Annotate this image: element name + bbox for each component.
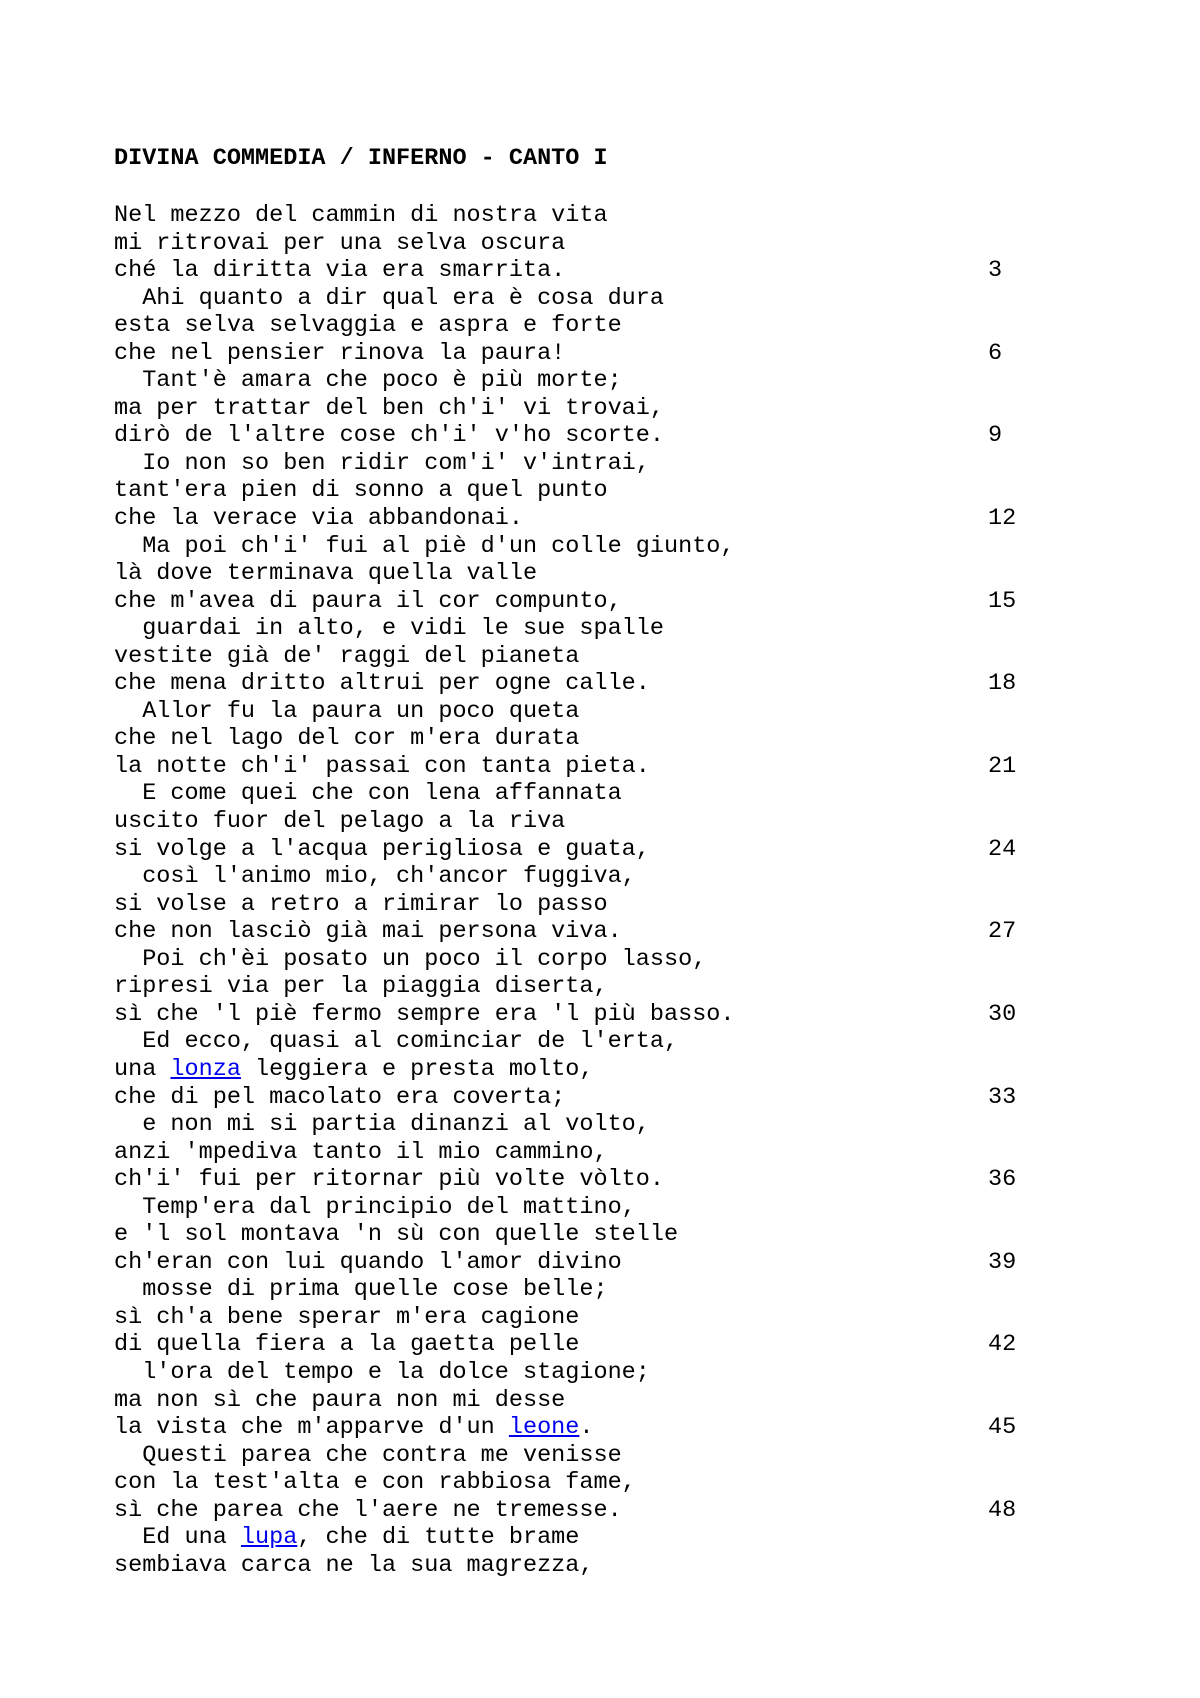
- verse-line: [114, 615, 1034, 643]
- verse-line: [114, 1497, 1034, 1525]
- verse-number: 36: [988, 1166, 1017, 1194]
- verse-text: [114, 1084, 565, 1111]
- verse-text: [114, 505, 523, 532]
- verse-text: [114, 1331, 579, 1358]
- verse-line: [114, 753, 1034, 781]
- verse-number: 45: [988, 1414, 1017, 1442]
- verse-text: [114, 808, 565, 835]
- verse-line: [114, 698, 1034, 726]
- verse-segment: guardai in alto, e vidi le sue spalle: [114, 615, 664, 643]
- verse-text: [114, 1001, 735, 1028]
- verse-number: 24: [988, 835, 1017, 863]
- verse-segment: e 'l sol montava 'n sù con quelle stelle: [114, 1221, 679, 1249]
- verse-line: [114, 312, 1034, 340]
- verse-text: [114, 1304, 579, 1331]
- verse-line: [114, 1359, 1034, 1387]
- verse-segment: che nel pensier rinova la paura!: [114, 339, 566, 367]
- verse-segment: di quella fiera a la gaetta pelle: [114, 1331, 580, 1359]
- verse-link[interactable]: leone: [508, 1414, 580, 1442]
- verse-segment: Tant'è amara che poco è più morte;: [114, 367, 622, 395]
- verse-line: [114, 1111, 1034, 1139]
- verse-number: 18: [988, 670, 1017, 698]
- verse-line: [114, 588, 1034, 616]
- verse-text: [114, 477, 608, 504]
- verse-text: [114, 202, 608, 229]
- verse-text: [114, 395, 664, 422]
- verse-line: [114, 560, 1034, 588]
- verse-segment: tant'era pien di sonno a quel punto: [114, 477, 608, 505]
- verse-line: [114, 891, 1034, 919]
- verse-segment: leggiera e presta molto,: [240, 1055, 594, 1083]
- verse-line: [114, 670, 1034, 698]
- verse-line: [114, 450, 1034, 478]
- verse-link[interactable]: lupa: [240, 1524, 298, 1552]
- verse-segment: la vista che m'apparve d'un: [114, 1414, 509, 1442]
- verse-segment: che non lasciò già mai persona viva.: [114, 918, 622, 946]
- verse-number: 48: [988, 1496, 1017, 1524]
- verse-line: [114, 808, 1034, 836]
- verse-text: [114, 1552, 593, 1579]
- verse-text: [114, 367, 622, 394]
- verse-segment: Questi parea che contra me venisse: [114, 1441, 622, 1469]
- verse-text: [114, 1249, 622, 1276]
- verse-segment: Temp'era dal principio del mattino,: [114, 1193, 636, 1221]
- verse-number: 33: [988, 1083, 1017, 1111]
- verse-text: [114, 422, 664, 449]
- verse-text: [114, 1469, 636, 1496]
- verse-line: [114, 533, 1034, 561]
- verse-segment: Ma poi ch'i' fui al piè d'un colle giunto,: [114, 532, 735, 560]
- page-title: DIVINA COMMEDIA / INFERNO - CANTO I: [114, 145, 608, 172]
- verse-segment: sì che parea che l'aere ne tremesse.: [114, 1496, 622, 1524]
- verse-link[interactable]: lonza: [170, 1055, 241, 1083]
- verse-segment: ch'eran con lui quando l'amor divino: [114, 1248, 622, 1276]
- verse-line: [114, 780, 1034, 808]
- verse-segment: mosse di prima quelle cose belle;: [114, 1276, 608, 1304]
- verse-segment: una: [114, 1055, 171, 1083]
- verse-segment: là dove terminava quella valle: [114, 560, 538, 588]
- verse-line: [114, 505, 1034, 533]
- verse-segment: anzi 'mpediva tanto il mio cammino,: [114, 1138, 608, 1166]
- verse-number: 9: [988, 422, 1003, 450]
- verse-list: [114, 202, 1034, 1579]
- verse-line: [114, 863, 1034, 891]
- verse-segment: che nel lago del cor m'era durata: [114, 725, 580, 753]
- verse-text: [114, 643, 579, 670]
- verse-text: [114, 1028, 678, 1055]
- verse-segment: vestite già de' raggi del pianeta: [114, 642, 580, 670]
- verse-text: [114, 973, 608, 1000]
- verse-text: [114, 1194, 636, 1221]
- verse-line: [114, 1221, 1034, 1249]
- verse-text: [114, 946, 706, 973]
- verse-number: 6: [988, 339, 1003, 367]
- verse-segment: E come quei che con lena affannata: [114, 780, 622, 808]
- verse-text: [114, 560, 537, 587]
- verse-text: [114, 670, 650, 697]
- verse-line: [114, 1001, 1034, 1029]
- verse-line: [114, 1331, 1034, 1359]
- verse-segment: Poi ch'èi posato un poco il corpo lasso,: [114, 945, 707, 973]
- verse-number: 42: [988, 1331, 1017, 1359]
- verse-text: [114, 1442, 622, 1469]
- verse-line: [114, 367, 1034, 395]
- verse-segment: che mena dritto altrui per ogne calle.: [114, 670, 650, 698]
- verse-text: [114, 863, 636, 890]
- verse-text: [114, 1221, 678, 1248]
- verse-line: [114, 1139, 1034, 1167]
- verse-line: [114, 1414, 1034, 1442]
- verse-segment: sembiava carca ne la sua magrezza,: [114, 1551, 594, 1579]
- verse-line: [114, 340, 1034, 368]
- verse-text: [114, 1111, 650, 1138]
- verse-text: [114, 615, 664, 642]
- verse-line: [114, 1056, 1034, 1084]
- verse-line: [114, 1084, 1034, 1112]
- verse-segment: dirò de l'altre cose ch'i' v'ho scorte.: [114, 422, 664, 450]
- verse-line: [114, 257, 1034, 285]
- verse-text: [114, 780, 622, 807]
- verse-segment: Nel mezzo del cammin di nostra vita: [114, 202, 608, 229]
- verse-line: [114, 202, 1034, 230]
- verse-line: [114, 1166, 1034, 1194]
- verse-line: [114, 1276, 1034, 1304]
- verse-line: [114, 1249, 1034, 1277]
- verse-segment: si volge a l'acqua perigliosa e guata,: [114, 835, 650, 863]
- verse-text: [114, 918, 622, 945]
- verse-text: [114, 725, 579, 752]
- verse-segment: con la test'alta e con rabbiosa fame,: [114, 1469, 636, 1497]
- verse-text: [114, 230, 565, 257]
- verse-segment: che di pel macolato era coverta;: [114, 1083, 566, 1111]
- verse-line: [114, 918, 1034, 946]
- verse-segment: Ed una: [114, 1524, 241, 1552]
- verse-segment: .: [579, 1414, 594, 1442]
- verse-segment: così l'animo mio, ch'ancor fuggiva,: [114, 863, 636, 891]
- verse-number: 12: [988, 505, 1017, 533]
- verse-text: [114, 1359, 650, 1386]
- verse-text: [114, 1276, 608, 1303]
- verse-text: [114, 1387, 565, 1414]
- verse-segment: sì che 'l piè fermo sempre era 'l più basso.: [114, 1000, 735, 1028]
- verse-line: [114, 477, 1034, 505]
- verse-text: [114, 753, 650, 780]
- verse-segment: mi ritrovai per una selva oscura: [114, 229, 566, 257]
- verse-line: [114, 1524, 1034, 1552]
- verse-line: [114, 230, 1034, 258]
- verse-line: [114, 1552, 1034, 1580]
- verse-line: [114, 836, 1034, 864]
- verse-segment: ripresi via per la piaggia diserta,: [114, 973, 608, 1001]
- verse-text: [114, 1166, 664, 1193]
- verse-line: [114, 973, 1034, 1001]
- verse-segment: la notte ch'i' passai con tanta pieta.: [114, 752, 650, 780]
- verse-text: [114, 891, 608, 918]
- verse-segment: sì ch'a bene sperar m'era cagione: [114, 1303, 580, 1331]
- verse-text: [114, 340, 565, 367]
- verse-line: [114, 285, 1034, 313]
- verse-segment: ché la diritta via era smarrita.: [114, 257, 566, 285]
- verse-text: [114, 1056, 594, 1083]
- verse-segment: esta selva selvaggia e aspra e forte: [114, 312, 622, 340]
- verse-number: 21: [988, 752, 1017, 780]
- verse-text: [114, 450, 650, 477]
- verse-text: [114, 698, 579, 725]
- verse-line: [114, 1194, 1034, 1222]
- verse-segment: ma non sì che paura non mi desse: [114, 1386, 566, 1414]
- verse-segment: Ahi quanto a dir qual era è cosa dura: [114, 284, 664, 312]
- verse-text: [114, 257, 565, 284]
- verse-line: [114, 1387, 1034, 1415]
- verse-line: [114, 725, 1034, 753]
- verse-segment: uscito fuor del pelago a la riva: [114, 808, 566, 836]
- verse-segment: che la verace via abbandonai.: [114, 505, 523, 533]
- verse-line: [114, 643, 1034, 671]
- verse-text: [114, 285, 664, 312]
- verse-text: [114, 533, 735, 560]
- verse-text: [114, 1497, 622, 1524]
- verse-segment: ma per trattar del ben ch'i' vi trovai,: [114, 394, 664, 422]
- verse-line: [114, 1028, 1034, 1056]
- verse-line: [114, 1469, 1034, 1497]
- verse-number: 30: [988, 1000, 1017, 1028]
- verse-line: [114, 395, 1034, 423]
- verse-segment: ch'i' fui per ritornar più volte vòlto.: [114, 1166, 664, 1194]
- verse-line: [114, 946, 1034, 974]
- verse-segment: Io non so ben ridir com'i' v'intrai,: [114, 449, 650, 477]
- verse-text: [114, 1139, 608, 1166]
- verse-number: 3: [988, 257, 1003, 285]
- verse-segment: e non mi si partia dinanzi al volto,: [114, 1111, 650, 1139]
- verse-number: 15: [988, 587, 1017, 615]
- verse-line: [114, 1304, 1034, 1332]
- verse-line: [114, 1442, 1034, 1470]
- verse-line: [114, 422, 1034, 450]
- verse-text: [114, 588, 622, 615]
- verse-segment: , che di tutte brame: [297, 1524, 580, 1552]
- verse-number: 39: [988, 1248, 1017, 1276]
- verse-text: [114, 836, 650, 863]
- verse-text: [114, 312, 622, 339]
- verse-segment: Allor fu la paura un poco queta: [114, 697, 580, 725]
- verse-text: [114, 1414, 594, 1441]
- verse-segment: Ed ecco, quasi al cominciar de l'erta,: [114, 1028, 679, 1056]
- verse-number: 27: [988, 918, 1017, 946]
- verse-segment: si volse a retro a rimirar lo passo: [114, 890, 608, 918]
- verse-segment: l'ora del tempo e la dolce stagione;: [114, 1358, 650, 1386]
- verse-segment: che m'avea di paura il cor compunto,: [114, 587, 622, 615]
- verse-text: [114, 1524, 579, 1551]
